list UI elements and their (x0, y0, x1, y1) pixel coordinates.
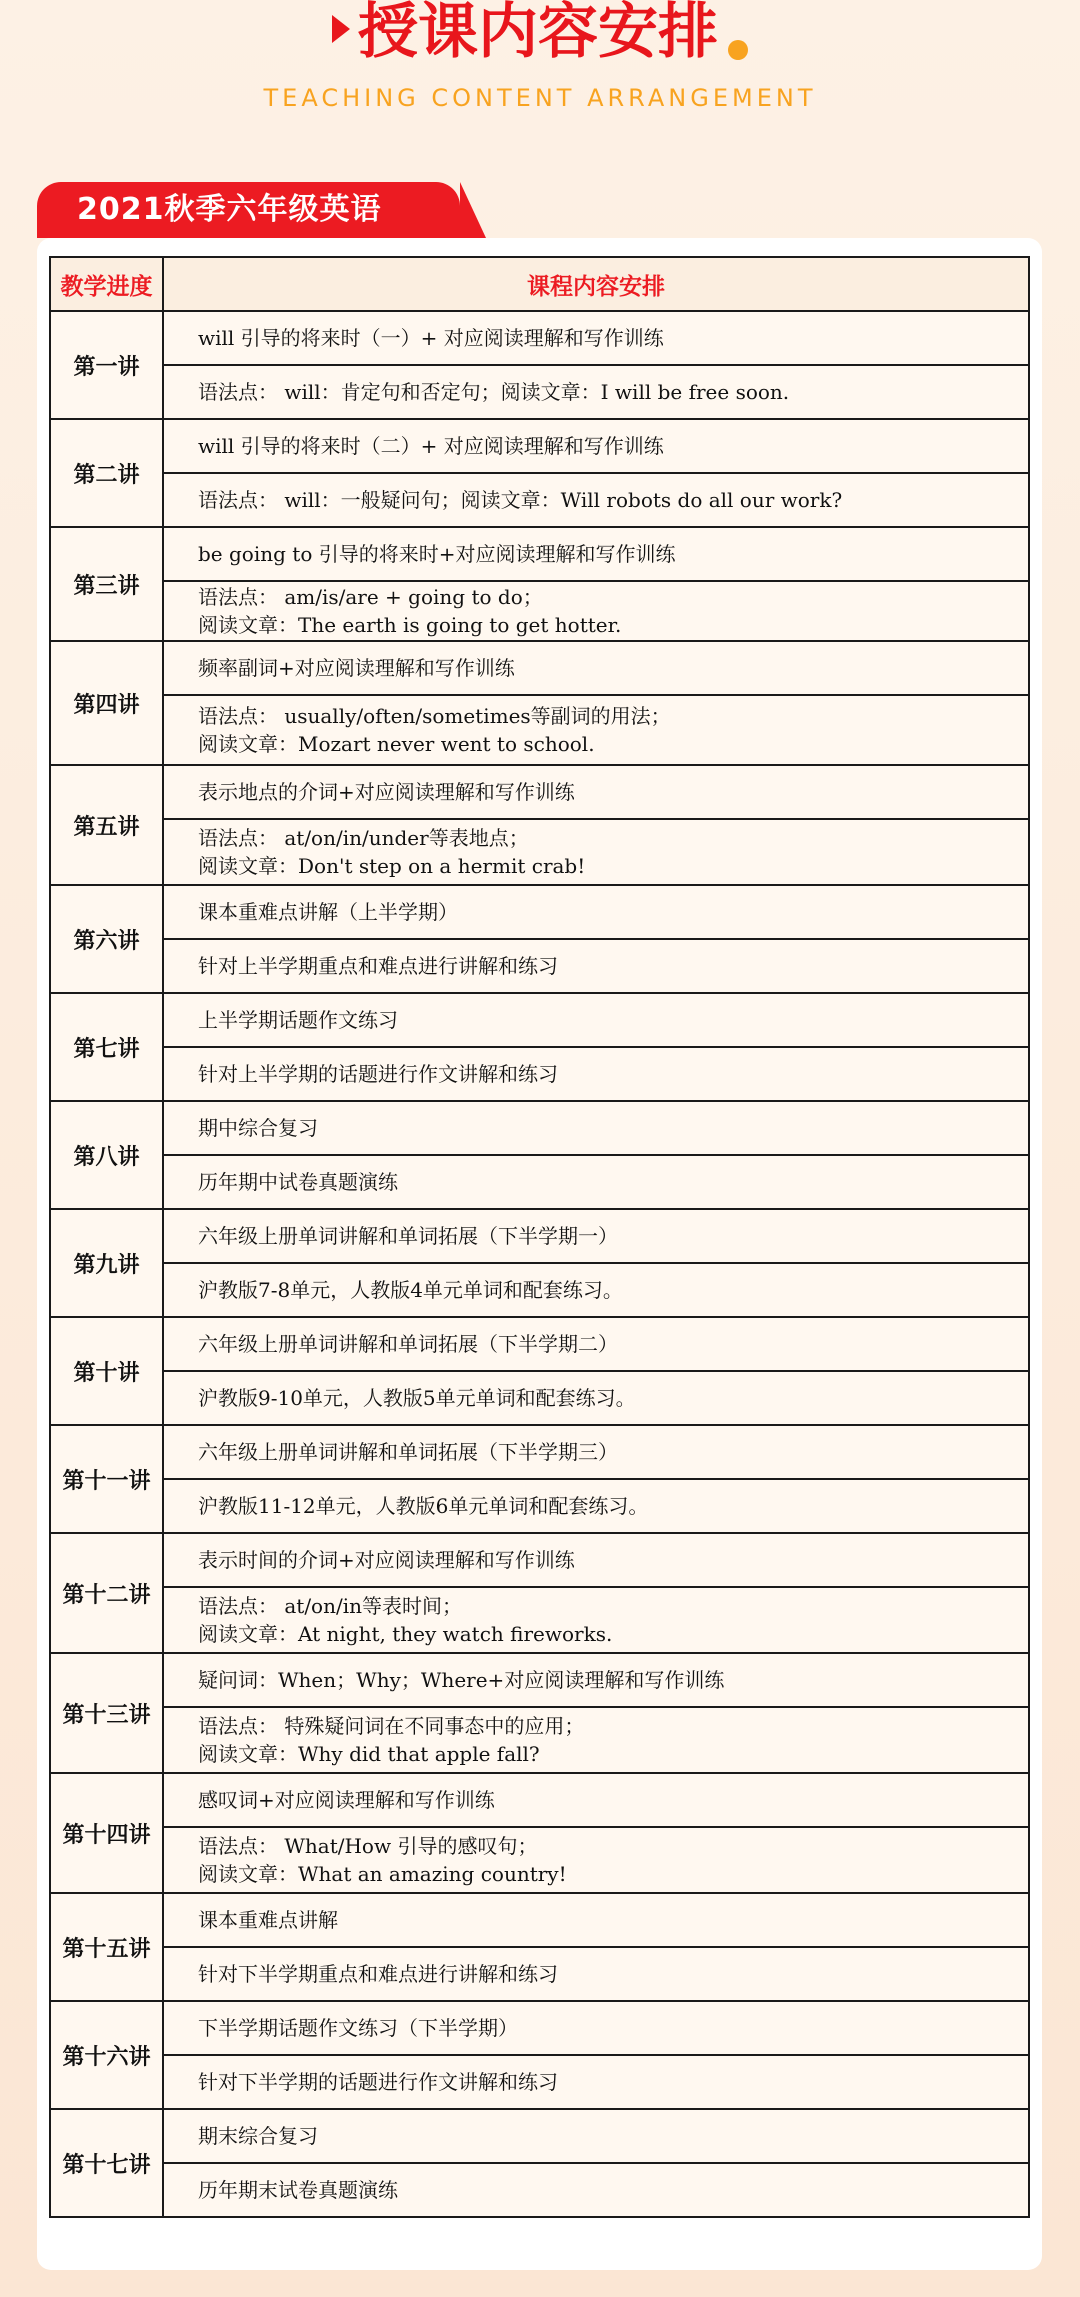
table-header-row (50, 257, 1029, 311)
page-subtitle: TEACHING CONTENT ARRANGEMENT (263, 84, 817, 112)
lecture-detail-line2: 阅读文章：The earth is going to get hotter. (198, 613, 622, 637)
lecture-topic-text: 疑问词：When；Why；Where+对应阅读理解和写作训练 (198, 1668, 725, 1692)
lecture-topic-text: 上半学期话题作文练习 (198, 1008, 398, 1032)
lecture-detail-line2: 阅读文章：Why did that apple fall? (198, 1742, 540, 1766)
lecture-topic (163, 1101, 1029, 1155)
table-row (50, 1587, 1029, 1653)
table-row (50, 1707, 1029, 1773)
lecture-number: 第一讲 (50, 311, 163, 419)
lecture-detail-line1: 语法点： What/How 引导的感叹句； (198, 1834, 538, 1858)
lecture-detail (163, 1479, 1029, 1533)
header-content: 课程内容安排 (163, 257, 1029, 311)
lecture-detail-line1: 语法点： usually/often/sometimes等副词的用法； (198, 704, 671, 728)
lecture-detail (163, 365, 1029, 419)
lecture-topic-text: will 引导的将来时（一）+ 对应阅读理解和写作训练 (198, 326, 664, 350)
table-row (50, 2001, 1029, 2055)
lecture-detail-line1: 语法点： am/is/are + going to do； (198, 585, 543, 609)
lecture-number: 第五讲 (50, 765, 163, 885)
lecture-detail-line1: 针对下半学期重点和难点进行讲解和练习 (198, 1962, 558, 1986)
header-progress: 教学进度 (50, 257, 163, 311)
lecture-detail-line1: 针对下半学期的话题进行作文讲解和练习 (198, 2070, 558, 2094)
lecture-topic (163, 2001, 1029, 2055)
lecture-topic (163, 993, 1029, 1047)
table-row (50, 1101, 1029, 1155)
lecture-number: 第十三讲 (50, 1653, 163, 1773)
lecture-detail-line2: 阅读文章：Mozart never went to school. (198, 732, 595, 756)
lecture-number: 第二讲 (50, 419, 163, 527)
lecture-number: 第十五讲 (50, 1893, 163, 2001)
lecture-detail (163, 1371, 1029, 1425)
dot-marker-icon (728, 40, 748, 60)
lecture-topic-text: 六年级上册单词讲解和单词拓展（下半学期一） (198, 1224, 618, 1248)
lecture-detail (163, 2055, 1029, 2109)
lecture-detail-line1: 历年期末试卷真题演练 (198, 2178, 398, 2202)
triangle-marker-icon (332, 15, 350, 43)
lecture-detail-line1: 语法点： 特殊疑问词在不同事态中的应用； (198, 1714, 585, 1738)
lecture-topic (163, 885, 1029, 939)
lecture-detail (163, 1155, 1029, 1209)
lecture-topic-text: 表示地点的介词+对应阅读理解和写作训练 (198, 780, 575, 804)
lecture-detail (163, 1947, 1029, 2001)
table-row (50, 695, 1029, 765)
lecture-topic-text: 期中综合复习 (198, 1116, 318, 1140)
lecture-topic-text: 期末综合复习 (198, 2124, 318, 2148)
lecture-topic (163, 1209, 1029, 1263)
schedule-table (49, 256, 1030, 2218)
table-row (50, 1773, 1029, 1827)
table-row (50, 1317, 1029, 1371)
lecture-number: 第三讲 (50, 527, 163, 641)
lecture-topic-text: 表示时间的介词+对应阅读理解和写作训练 (198, 1548, 575, 1572)
lecture-number: 第八讲 (50, 1101, 163, 1209)
table-row (50, 365, 1029, 419)
lecture-number: 第十七讲 (50, 2109, 163, 2217)
table-row (50, 1947, 1029, 2001)
table-row (50, 527, 1029, 581)
lecture-detail (163, 1827, 1029, 1893)
lecture-topic (163, 527, 1029, 581)
table-row (50, 1479, 1029, 1533)
lecture-topic (163, 1425, 1029, 1479)
lecture-detail-line2: 阅读文章：Don't step on a hermit crab! (198, 854, 586, 878)
lecture-detail-line1: 历年期中试卷真题演练 (198, 1170, 398, 1194)
lecture-topic-text: 六年级上册单词讲解和单词拓展（下半学期三） (198, 1440, 618, 1464)
table-row (50, 993, 1029, 1047)
table-row (50, 1155, 1029, 1209)
lecture-topic (163, 419, 1029, 473)
lecture-topic (163, 1773, 1029, 1827)
table-row (50, 765, 1029, 819)
table-row (50, 641, 1029, 695)
lecture-number: 第十四讲 (50, 1773, 163, 1893)
lecture-detail (163, 473, 1029, 527)
table-row (50, 1425, 1029, 1479)
table-row (50, 1827, 1029, 1893)
section-tab (37, 182, 460, 238)
lecture-topic-text: will 引导的将来时（二）+ 对应阅读理解和写作训练 (198, 434, 664, 458)
lecture-number: 第九讲 (50, 1209, 163, 1317)
lecture-detail (163, 939, 1029, 993)
lecture-topic (163, 1533, 1029, 1587)
table-row (50, 1371, 1029, 1425)
table-row (50, 473, 1029, 527)
lecture-detail (163, 1047, 1029, 1101)
lecture-detail-line1: 沪教版7-8单元，人教版4单元单词和配套练习。 (198, 1278, 623, 1302)
lecture-number: 第六讲 (50, 885, 163, 993)
table-row (50, 819, 1029, 885)
lecture-topic-text: 课本重难点讲解（上半学期） (198, 900, 458, 924)
lecture-number: 第十一讲 (50, 1425, 163, 1533)
table-row (50, 1893, 1029, 1947)
lecture-detail (163, 695, 1029, 765)
lecture-detail-line1: 针对上半学期重点和难点进行讲解和练习 (198, 954, 558, 978)
table-row (50, 1209, 1029, 1263)
table-row (50, 939, 1029, 993)
lecture-topic (163, 1653, 1029, 1707)
lecture-detail-line2: 阅读文章：What an amazing country! (198, 1862, 567, 1886)
lecture-topic (163, 641, 1029, 695)
schedule-body (50, 311, 1029, 2217)
lecture-detail (163, 1263, 1029, 1317)
lecture-topic-text: 下半学期话题作文练习（下半学期） (198, 2016, 518, 2040)
lecture-topic-text: 课本重难点讲解 (198, 1908, 338, 1932)
table-row (50, 2109, 1029, 2163)
lecture-topic-text: 感叹词+对应阅读理解和写作训练 (198, 1788, 495, 1812)
lecture-detail-line1: 针对上半学期的话题进行作文讲解和练习 (198, 1062, 558, 1086)
lecture-number: 第四讲 (50, 641, 163, 765)
table-row (50, 2055, 1029, 2109)
table-row (50, 1653, 1029, 1707)
lecture-topic (163, 2109, 1029, 2163)
lecture-topic (163, 1893, 1029, 1947)
lecture-detail (163, 581, 1029, 641)
lecture-number: 第七讲 (50, 993, 163, 1101)
lecture-detail-line1: 沪教版9-10单元，人教版5单元单词和配套练习。 (198, 1386, 636, 1410)
lecture-number: 第十二讲 (50, 1533, 163, 1653)
table-row (50, 1533, 1029, 1587)
table-row (50, 311, 1029, 365)
lecture-detail-line1: 语法点： at/on/in等表时间； (198, 1594, 462, 1618)
page-title (0, 0, 1080, 67)
table-row (50, 581, 1029, 641)
table-row (50, 419, 1029, 473)
lecture-number: 第十六讲 (50, 2001, 163, 2109)
lecture-detail (163, 819, 1029, 885)
lecture-detail-line1: 语法点： at/on/in/under等表地点； (198, 826, 529, 850)
table-row (50, 885, 1029, 939)
lecture-topic (163, 1317, 1029, 1371)
lecture-detail-line1: 语法点： will：一般疑问句；阅读文章：Will robots do all our work? (198, 488, 843, 512)
lecture-topic-text: be going to 引导的将来时+对应阅读理解和写作训练 (198, 542, 676, 566)
lecture-number: 第十讲 (50, 1317, 163, 1425)
lecture-detail (163, 1707, 1029, 1773)
page-title-text: 授课内容安排 (358, 0, 718, 67)
table-row (50, 1047, 1029, 1101)
lecture-topic-text: 六年级上册单词讲解和单词拓展（下半学期二） (198, 1332, 618, 1356)
table-row (50, 2163, 1029, 2217)
lecture-detail-line1: 沪教版11-12单元，人教版6单元单词和配套练习。 (198, 1494, 649, 1518)
lecture-topic (163, 311, 1029, 365)
lecture-detail-line1: 语法点： will：肯定句和否定句；阅读文章：I will be free soon. (198, 380, 790, 404)
lecture-topic (163, 765, 1029, 819)
page-header (0, 0, 1080, 160)
section-tab-label: 2021秋季六年级英语 (77, 192, 382, 227)
lecture-detail-line2: 阅读文章：At night, they watch fireworks. (198, 1622, 613, 1646)
lecture-detail (163, 1587, 1029, 1653)
lecture-detail (163, 2163, 1029, 2217)
lecture-topic-text: 频率副词+对应阅读理解和写作训练 (198, 656, 515, 680)
table-row (50, 1263, 1029, 1317)
